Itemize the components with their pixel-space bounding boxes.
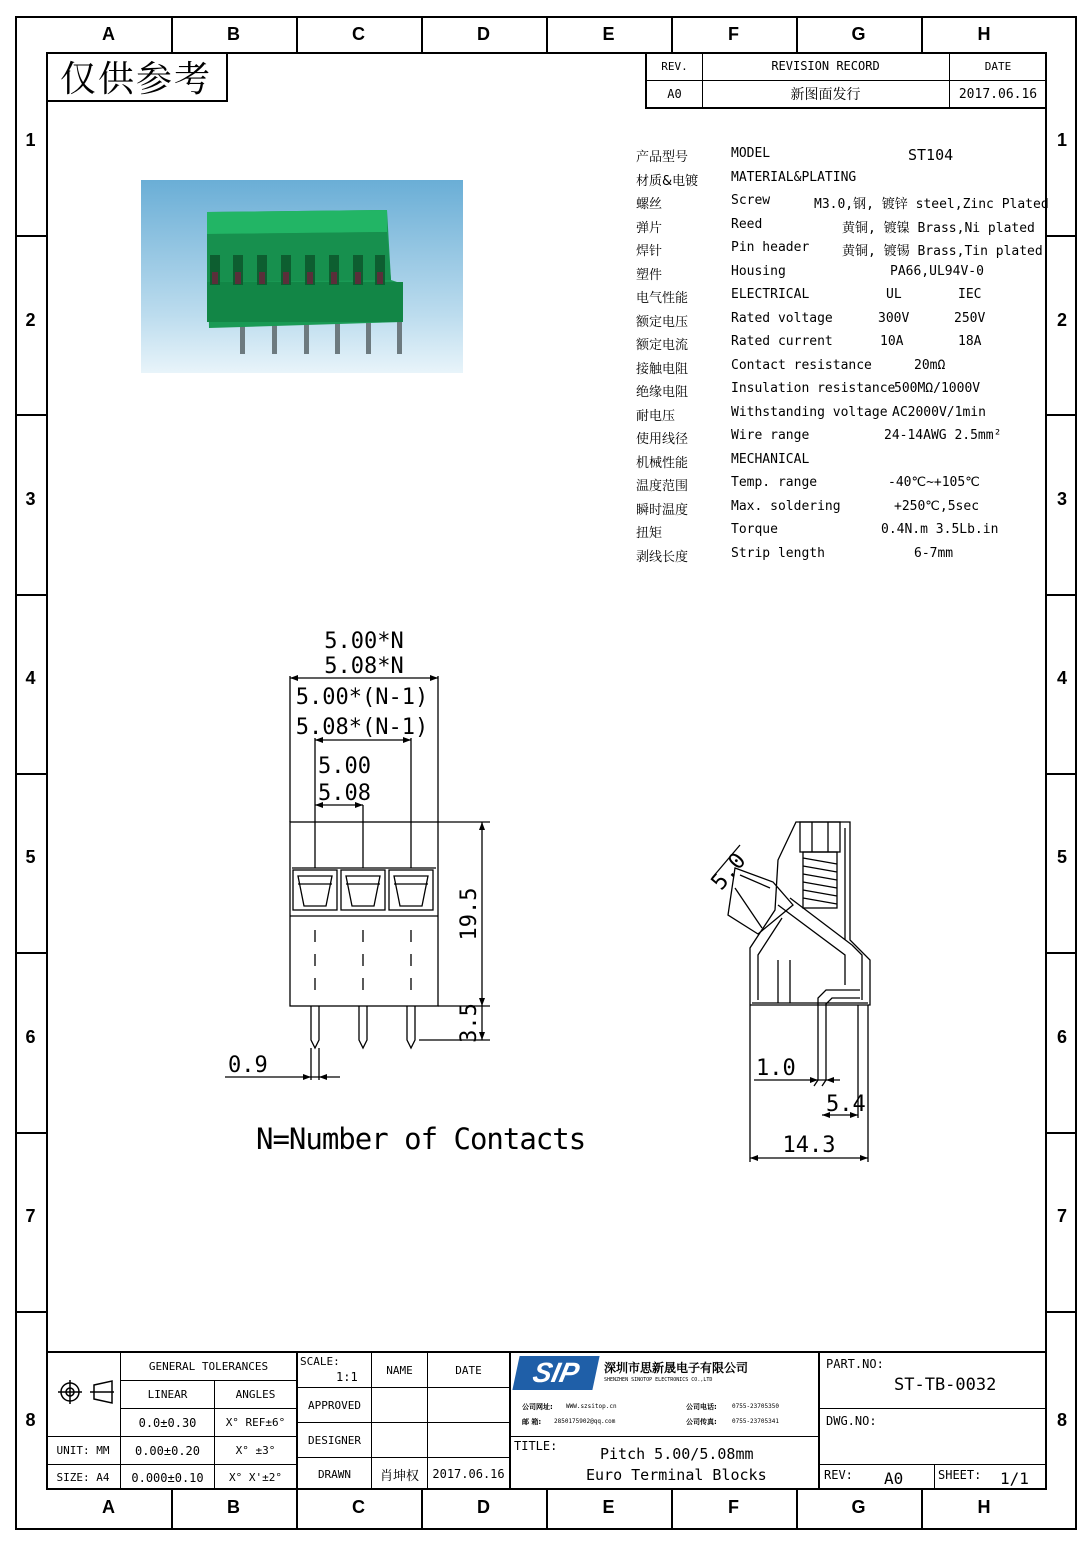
spec-cn: 焊针 xyxy=(636,244,663,259)
dim-pitch-508: 5.08 xyxy=(318,781,371,806)
projection-symbol-icon xyxy=(54,1377,116,1407)
zone-letter-a: A xyxy=(102,24,115,44)
size-label: SIZE: A4 xyxy=(56,1471,110,1484)
spec-cn: 剥线长度 xyxy=(636,549,689,565)
spec-value: 300V xyxy=(878,310,910,326)
spec-value: 0.4N.m 3.5Lb.in xyxy=(881,522,999,537)
zone-number-6: 6 xyxy=(25,1027,36,1047)
spec-table xyxy=(636,146,1049,576)
title-line-1: Pitch 5.00/5.08mm xyxy=(600,1445,754,1463)
spec-en: Rated voltage xyxy=(731,310,833,326)
spec-en: MECHANICAL xyxy=(731,451,810,467)
dim-pin-length: 3.5 xyxy=(457,1003,482,1043)
dim-total-508: 5.08*N xyxy=(324,654,404,679)
approved-label: APPROVED xyxy=(308,1398,361,1412)
spec-cn: 绝缘电阻 xyxy=(636,385,689,400)
spec-value-2: IEC xyxy=(958,287,982,302)
spec-value: 20mΩ xyxy=(914,357,946,373)
spec-value: M3.0,钢, 镀锌 steel,Zinc Plated xyxy=(814,197,1049,212)
linear-label: LINEAR xyxy=(147,1388,188,1401)
date-header: DATE xyxy=(455,1363,482,1377)
spec-en: MATERIAL&PLATING xyxy=(731,169,857,185)
company-name-cn: 深圳市思新晟电子有限公司 xyxy=(604,1361,749,1375)
zone-number-2-right: 2 xyxy=(1056,310,1067,330)
sheet-value: 1/1 xyxy=(1000,1469,1029,1488)
spec-value-2: 18A xyxy=(958,334,982,349)
zone-number-3-right: 3 xyxy=(1056,489,1067,509)
reference-stamp-text: 仅供参考 xyxy=(59,58,212,100)
zone-number-2: 2 xyxy=(25,310,36,330)
spec-cn: 产品型号 xyxy=(636,150,689,165)
spec-en: Screw xyxy=(731,193,771,208)
spec-cn: 塑件 xyxy=(636,267,663,283)
spec-row xyxy=(636,475,1036,499)
spec-value: 24-14AWG 2.5mm² xyxy=(884,428,1002,443)
spec-row xyxy=(636,240,1043,264)
name-header: NAME xyxy=(386,1363,413,1377)
spec-cn: 机械性能 xyxy=(636,455,689,471)
tolerance-linear-1: 0.0±0.30 xyxy=(138,1415,197,1430)
company-web: WWW.szsitop.cn xyxy=(566,1403,617,1410)
company-web-label: 公司网址: xyxy=(522,1403,553,1411)
spec-value: 10A xyxy=(880,334,904,349)
tolerance-angle-2: X° ±3° xyxy=(235,1444,276,1457)
spec-row xyxy=(636,334,1036,358)
angles-label: ANGLES xyxy=(235,1388,276,1401)
spec-value: 黄铜, 镀锡 Brass,Tin plated xyxy=(842,244,1043,259)
dim-span-508: 5.08*(N-1) xyxy=(295,715,429,740)
zone-letter-d: D xyxy=(477,24,490,44)
zone-letter-e: E xyxy=(602,24,615,44)
spec-en: Torque xyxy=(731,522,778,537)
spec-value-2: 250V xyxy=(954,310,986,326)
zone-number-4: 4 xyxy=(25,668,36,688)
spec-value: +250℃,5sec xyxy=(894,498,980,514)
spec-en: Pin header xyxy=(731,240,810,255)
spec-row xyxy=(636,287,1036,311)
spec-value: 黄铜, 镀镍 Brass,Ni plated xyxy=(842,220,1035,236)
spec-value: AC2000V/1min xyxy=(892,404,986,420)
zone-letter-g-bottom: G xyxy=(851,1497,866,1517)
spec-en: Housing xyxy=(731,263,786,279)
drawn-date: 2017.06.16 xyxy=(432,1467,505,1481)
revision-rev-header: REV. xyxy=(647,52,703,81)
scale-label: SCALE: xyxy=(300,1355,340,1368)
dwg-no-label: DWG.NO: xyxy=(826,1414,877,1428)
dim-side-offset: 5.4 xyxy=(826,1092,866,1117)
zone-letter-b: B xyxy=(227,24,240,44)
zone-letter-c: C xyxy=(352,24,365,44)
spec-row xyxy=(636,170,1036,194)
tolerance-linear-3: 0.000±0.10 xyxy=(131,1470,204,1485)
tolerance-linear-2: 0.00±0.20 xyxy=(134,1443,201,1458)
spec-row xyxy=(636,146,1036,170)
rev-label: REV: xyxy=(824,1468,853,1482)
zone-number-3: 3 xyxy=(25,489,36,509)
dim-height: 19.5 xyxy=(457,887,482,941)
zone-number-1: 1 xyxy=(25,130,36,150)
zone-number-8: 8 xyxy=(25,1410,36,1430)
spec-cn: 瞬时温度 xyxy=(636,502,689,518)
zone-number-8-right: 8 xyxy=(1056,1410,1067,1430)
spec-en: MODEL xyxy=(731,146,771,161)
tolerance-angle-3: X° X'±2° xyxy=(229,1471,282,1484)
revision-rev-value: A0 xyxy=(647,81,703,107)
dim-side-width: 14.3 xyxy=(782,1133,836,1158)
revision-date-header: DATE xyxy=(949,52,1047,81)
title-label: TITLE: xyxy=(514,1439,558,1453)
spec-row xyxy=(636,428,1036,452)
part-no-label: PART.NO: xyxy=(826,1357,884,1371)
dim-total-500: 5.00*N xyxy=(324,629,404,654)
spec-en: Temp. range xyxy=(731,475,818,490)
zone-letter-e-bottom: E xyxy=(602,1497,615,1517)
company-tel-label: 公司电话: xyxy=(686,1403,717,1411)
zone-number-1-right: 1 xyxy=(1056,130,1067,150)
spec-row xyxy=(636,193,1049,217)
spec-en: Withstanding voltage xyxy=(731,404,888,420)
zone-letter-f-bottom: F xyxy=(728,1497,739,1517)
company-logo: SIP xyxy=(512,1356,599,1390)
spec-row xyxy=(636,358,1036,382)
spec-value: 6-7mm xyxy=(914,545,954,561)
product-photo xyxy=(141,180,463,373)
contacts-note: N=Number of Contacts xyxy=(256,1122,586,1156)
revision-date-value: 2017.06.16 xyxy=(958,86,1038,102)
zone-number-5-right: 5 xyxy=(1056,847,1067,867)
dim-pin-width: 0.9 xyxy=(228,1053,268,1078)
zone-letter-f: F xyxy=(728,24,739,44)
unit-label: UNIT: MM xyxy=(56,1444,110,1457)
spec-cn: 温度范围 xyxy=(636,479,689,494)
spec-cn: 扭矩 xyxy=(636,526,663,541)
company-mail-label: 邮 箱: xyxy=(522,1418,542,1426)
side-view-drawing xyxy=(700,810,890,1170)
spec-row xyxy=(636,264,1036,288)
part-no-value: ST-TB-0032 xyxy=(894,1375,997,1395)
revision-table xyxy=(645,52,1047,109)
spec-row xyxy=(636,546,1036,570)
front-view-drawing xyxy=(210,620,510,1090)
spec-cn: 使用线径 xyxy=(636,432,689,447)
zone-letter-a-bottom: A xyxy=(102,1497,115,1517)
revision-record-value: 新图面发行 xyxy=(702,81,950,107)
tolerance-angle-1: X° REF±6° xyxy=(225,1416,286,1429)
spec-cn: 弹片 xyxy=(636,220,663,236)
spec-cn: 耐电压 xyxy=(636,408,676,424)
company-mail: 2850175902@qq.com xyxy=(554,1418,616,1425)
zone-letter-c-bottom: C xyxy=(352,1497,365,1517)
designer-label: DESIGNER xyxy=(308,1433,361,1447)
spec-row xyxy=(636,311,1036,335)
dim-pitch-500: 5.00 xyxy=(318,754,371,779)
spec-en: Insulation resistance xyxy=(731,381,896,396)
zone-number-7-right: 7 xyxy=(1056,1206,1067,1226)
zone-letter-d-bottom: D xyxy=(477,1497,490,1517)
zone-number-7: 7 xyxy=(25,1206,36,1226)
spec-en: Rated current xyxy=(731,334,833,349)
spec-row xyxy=(636,499,1036,523)
spec-row xyxy=(636,217,1036,241)
spec-cn: 接触电阻 xyxy=(636,361,689,377)
zone-letter-g: G xyxy=(851,24,866,44)
sheet-label: SHEET: xyxy=(938,1468,982,1482)
zone-number-4-right: 4 xyxy=(1056,668,1067,688)
scale-value: 1:1 xyxy=(336,1370,358,1384)
spec-value: UL xyxy=(886,287,902,302)
spec-value: PA66,UL94V-0 xyxy=(890,263,984,279)
zone-number-6-right: 6 xyxy=(1056,1027,1067,1047)
spec-en: Reed xyxy=(731,216,763,232)
spec-row xyxy=(636,381,1036,405)
revision-record-header: REVISION RECORD xyxy=(702,52,950,81)
spec-value: -40℃~+105℃ xyxy=(888,475,980,490)
spec-value: 500MΩ/1000V xyxy=(894,381,981,396)
rev-value: A0 xyxy=(884,1469,904,1488)
company-fax: 0755-23705341 xyxy=(732,1418,779,1425)
spec-en: Contact resistance xyxy=(731,357,872,373)
zone-letter-h-bottom: H xyxy=(977,1497,991,1517)
dim-side-pin: 1.0 xyxy=(756,1056,796,1081)
title-block xyxy=(46,1351,1047,1492)
spec-cn: 额定电流 xyxy=(636,338,689,353)
spec-en: Wire range xyxy=(731,428,810,443)
zone-letter-h: H xyxy=(977,24,991,44)
company-tel: 0755-23705350 xyxy=(732,1403,779,1410)
spec-cn: 电气性能 xyxy=(636,291,689,306)
spec-en: Max. soldering xyxy=(731,498,841,514)
reference-stamp xyxy=(46,52,228,102)
drawn-name: 肖坤权 xyxy=(379,1468,419,1484)
dim-side-angle: 5.0 xyxy=(706,848,752,896)
drawn-label: DRAWN xyxy=(317,1467,352,1481)
spec-row xyxy=(636,452,1036,476)
spec-en: Strip length xyxy=(731,545,825,561)
zone-number-5: 5 xyxy=(25,847,36,867)
dim-span-500: 5.00*(N-1) xyxy=(295,685,429,710)
spec-cn: 螺丝 xyxy=(636,197,663,212)
spec-row xyxy=(636,405,1036,429)
general-tolerances-label: GENERAL TOLERANCES xyxy=(148,1360,269,1373)
spec-cn: 额定电压 xyxy=(636,314,689,330)
spec-en: ELECTRICAL xyxy=(731,287,810,302)
company-name-en: SHENZHEN SINOTOP ELECTRONICS CO.,LTD xyxy=(604,1377,713,1383)
spec-value: ST104 xyxy=(908,146,954,164)
company-fax-label: 公司传真: xyxy=(686,1418,717,1426)
spec-row xyxy=(636,522,1036,546)
spec-cn: 材质&电镀 xyxy=(636,173,699,189)
title-line-2: Euro Terminal Blocks xyxy=(586,1466,767,1484)
zone-letter-b-bottom: B xyxy=(227,1497,240,1517)
